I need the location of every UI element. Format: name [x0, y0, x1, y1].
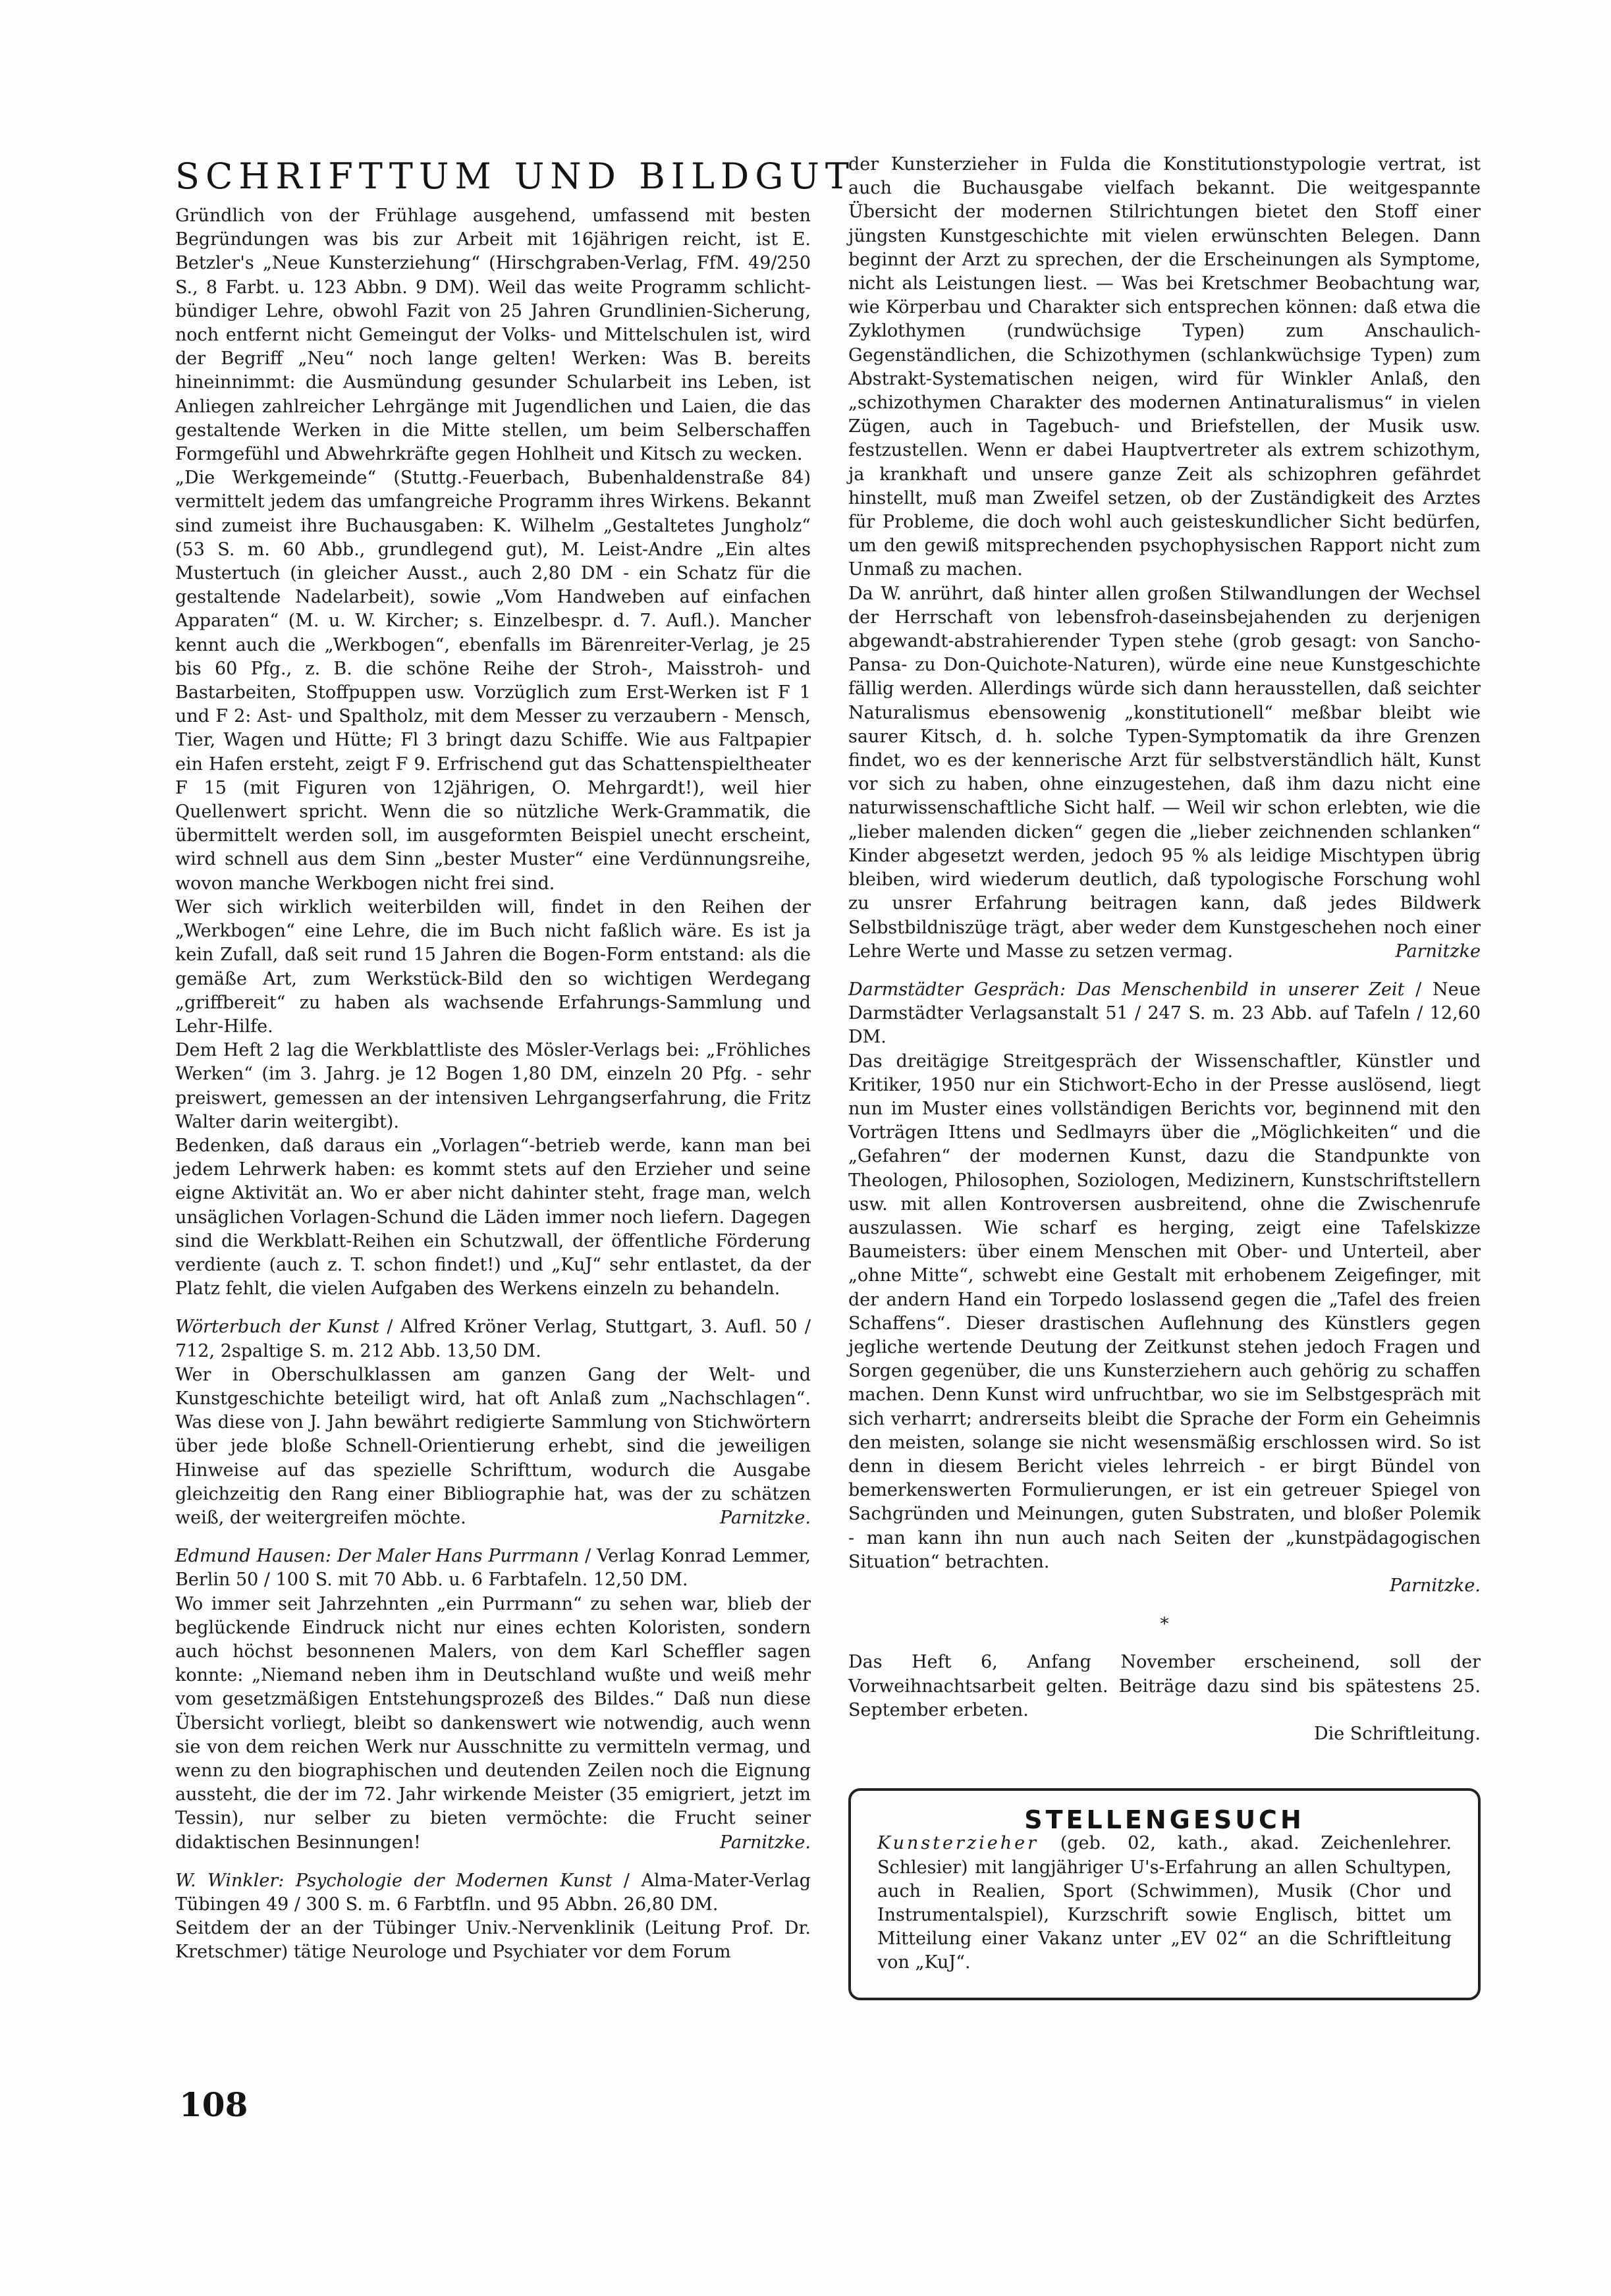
- review-header: [848, 978, 1481, 1050]
- review-publication-info: / Alfred Kröner Verlag, Stuttgart, 3. Aufl. 50 / 712, 2spaltige S. m. 212 Abb. 13,50 DM.: [175, 1317, 811, 1361]
- box-title: STELLENGESUCH: [1024, 1805, 1305, 1835]
- page-number: 108: [179, 2085, 248, 2124]
- review-title: W. Winkler: Psychologie der Modernen Kunst: [175, 1870, 613, 1891]
- review-header: [175, 1869, 811, 1917]
- review-body: Wer in Oberschulklassen am ganzen Gang der Welt- und Kunstgeschichte beteiligt wird, hat oft Anlaß zum „Nachschlagen“. Was diese von J. Jahn bewährt redigierte Sammlung von Stichwörtern über jede bloße Schnell-Orientierung erhebt, sind die jeweiligen Hinweise auf das spezielle Schrifttum, wodurch die Ausgabe gleichzeitig den Rang einer Bibliographie hat, was der zu schätzen weiß, der weitergreifen möchte. Parnitzke.: [175, 1363, 811, 1530]
- paragraph: Bedenken, daß daraus ein „Vorlagen“-betrieb werde, kann man bei jedem Lehrwerk haben: es kommt stets auf den Erzieher und seine eigne Aktivität an. Wo er aber nicht dahinter steht, frage man, welch unsäglichen Vorlagen-Schund die Läden immer noch liefern. Dagegen sind die Werkblatt-Reihen ein Schutzwall, der öffentliche Förderung verdiente (auch z. T. schon findet!) und „KuJ“ sehr entlastet, da der Platz fehlt, die vielen Aufgaben des Werkens einzeln zu behandeln.: [175, 1135, 811, 1299]
- paragraph: der Kunsterzieher in Fulda die Konstitutionstypologie vertrat, ist auch die Buchausgabe vielfach bekannt. Die weitgespannte Übersicht der modernen Stilrichtungen bietet den Stoff einer jüngsten Kunstgeschichte mit vielen erwünschten Belegen. Dann beginnt der Arzt zu sprechen, der die Erscheinungen als Symptome, nicht als Leistungen liest. — Was bei Kretschmer Beobachtung war, wie Körperbau und Charakter sich entsprechen können: daß etwa die Zyklothymen (rundwüchsige Typen) zum Anschaulich-Gegenständlichen, die Schizothymen (schlankwüchsige Typen) zum Abstrakt-Systematischen neigen, wird für Winkler Anlaß, den „schizothymen Charakter des modernen Antinaturalismus“ in vielen Zügen, auch in Tagebuch- und Briefstellen, der Musik usw. festzustellen. Wenn er dabei Hauptvertreter als extrem schizothym, ja krankhaft und unsere ganze Zeit als schizophren gefährdet hinstellt, muß man Zweifel setzen, ob der Zuständigkeit des Arztes für Probleme, die doch wohl auch geisteskundlicher Sicht bedürfen, um den gewiß mitsprechenden psychophysischen Rapport nicht zum Unmaß zu machen.: [848, 154, 1481, 580]
- left-column: [175, 155, 855, 1965]
- review-header: [175, 1544, 811, 1592]
- review-header: [175, 1315, 811, 1363]
- paragraph: Dem Heft 2 lag die Werkblattliste des Mösler-Verlags bei: „Fröhliches Werken“ (im 3. Jahrg. je 12 Bogen 1,80 DM, einzeln 20 Pfg. - sehr preiswert, gemessen an der intensiven Lehrgangserfahrung, die Fritz Walter darin weitergibt).: [175, 1040, 811, 1132]
- review-body: Seitdem der an der Tübinger Univ.-Nervenklinik (Leitung Prof. Dr. Kretschmer) tätige Neurologe und Psychiater vor dem Forum: [175, 1918, 811, 1963]
- section-heading: SCHRIFTTUM UND BILDGUT: [175, 155, 855, 197]
- review-publication-info: / Verlag Konrad Lemmer, Berlin 50 / 100 S. mit 70 Abb. u. 6 Farbtafeln. 12,50 DM.: [175, 1546, 811, 1591]
- paragraph: Wer sich wirklich weiterbilden will, findet in den Reihen der „Werkbogen“ eine Lehre, die im Buch nicht faßlich wäre. Es ist ja kein Zufall, daß seit rund 15 Jahren die Bogen-Form entstand: als die gemäße Art, zum Werkstück-Bild den so wichtigen Werdegang „griffbereit“ zu haben als wachsende Erfahrungs-Sammlung und Lehr-Hilfe.: [175, 896, 811, 1037]
- job-wanted-box: [848, 1788, 1481, 2000]
- editorial-notice: Das Heft 6, Anfang November erscheinend, soll der Vorweihnachtsarbeit gelten. Beiträge dazu sind bis spätestens 25. September erbeten.: [848, 1652, 1481, 1720]
- right-column: [848, 153, 1481, 2000]
- separator-asterisk: *: [1160, 1614, 1169, 1635]
- review-signature: Parnitzke.: [720, 1507, 811, 1528]
- editorial-signature: Die Schriftleitung.: [1314, 1724, 1481, 1744]
- review-signature: Parnitzke.: [720, 1832, 811, 1853]
- review-signature: Parnitzke.: [1390, 1575, 1481, 1596]
- review-title: Darmstädter Gespräch: Das Menschenbild in unserer Zeit: [848, 979, 1405, 1000]
- review-signature: Parnitzke: [1395, 941, 1481, 962]
- paragraph: Gründlich von der Frühlage ausgehend, umfassend mit besten Begründungen was bis zur Arbeit mit 16jährigen reicht, ist E. Betzler's „Neue Kunsterziehung“ (Hirschgraben-Verlag, FfM. 49/250 S., 8 Farbt. u. 123 Abbn. 9 DM). Weil das weite Programm schlicht-bündiger Lehre, obwohl Fazit von 25 Jahren Grundlinien-Sicherung, noch entfernt nicht Gemeingut der Volks- und Mittelschulen ist, wird der Begriff „Neu“ noch lange gelten! Werken: Was B. bereits hineinnimmt: die Ausmündung gesunder Schularbeit ins Leben, ist Anliegen zahlreicher Lehrgänge mit Jugendlichen und Laien, die das gestaltende Werken in die Mitte stellen, um beim Selberschaffen Formgefühl und Abwehrkräfte gegen Hohlheit und Kitsch zu wecken.: [175, 205, 811, 465]
- review-body: Wo immer seit Jahrzehnten „ein Purrmann“ zu sehen war, blieb der beglückende Eindruck nicht nur eines echten Koloristen, sondern auch höchst besonnenen Malers, von dem Karl Scheffler sagen konnte: „Niemand neben ihm in Deutschland wußte und weiß mehr vom gesetzmäßigen Entstehungsprozeß des Bildes.“ Daß nun diese Übersicht vorliegt, bleibt so dankenswert wie notwendig, auch wenn sie von dem reichen Werk nur Ausschnitte zu vermitteln vermag, und wenn zu den biographischen und deutenden Zeilen noch die Eignung aussteht, die der im 72. Jahr wirkende Meister (35 emigriert, jetzt im Tessin), nur selber zu bieten vermöchte: die Frucht seiner didaktischen Besinnungen! Parnitzke.: [175, 1593, 811, 1855]
- review-publication-info: / Alma-Mater-Verlag Tübingen 49 / 300 S. m. 6 Farbtfln. und 95 Abbn. 26,80 DM.: [175, 1870, 811, 1915]
- review-title: Wörterbuch der Kunst: [175, 1317, 380, 1338]
- review-body: Das dreitägige Streitgespräch der Wissenschaftler, Künstler und Kritiker, 1950 nur ein Stichwort-Echo in der Presse auslösend, liegt nun im Muster eines vollständigen Berichts vor, beginnend mit den Vorträgen Ittens und Sedlmayrs über die „Möglichkeiten“ und die „Gefahren“ der modernen Kunst, dazu die Standpunkte von Theologen, Philosophen, Soziologen, Medizinern, Kunstschriftstellern usw. mit allen Kontroversen ausbreitend, ohne die Zwischenrufe auszulassen. Wie scharf es herging, zeigt eine Tafelskizze Baumeisters: über einem Menschen mit Ober- und Unterteil, aber „ohne Mitte“, schwebt eine Gestalt mit erhobenem Zeigefinger, mit der andern Hand ein Torpedo loslassend gegen die „Tafel des freien Schaffens“. Dieser drastischen Auflehnung des Künstlers gegen jegliche wertende Deutung der Zeitkunst stehen jedoch Fragen und Sorgen gegenüber, die uns Kunsterziehern auch gehörig zu schaffen machen. Denn Kunst wird unfruchtbar, wo sie im Selbstgespräch mit sich verharrt; andrerseits bleibt die Sprache der Form ein Geheimnis den meisten, solange sie nicht wesensmäßig erschlossen wird. So ist denn in diesem Bericht vieles lehrreich - er birgt Bündel von bemerkenswerten Formulierungen, er ist ein getreuer Spiegel von Sachgründen und Meinungen, guten Substraten, und bloßer Polemik - man kann ihn nun auch nach Seiten der „kunstpädagogischen Situation“ betrachten.: [848, 1051, 1481, 1572]
- box-text: Kunsterzieher (geb. 02, kath., akad. Zeichenlehrer. Schlesier) mit langjähriger U's-Erfahrung an allen Schultypen, auch in Realien, Sport (Schwimmen), Musik (Chor und Instrumentalspiel), Kurzschrift sowie Englisch, bittet um Mitteilung einer Vakanz unter „EV 02“ an die Schriftleitung von „KuJ“.: [877, 1833, 1452, 1973]
- review-publication-info: / Neue Darmstädter Verlagsanstalt 51 / 247 S. m. 23 Abb. auf Tafeln / 12,60 DM.: [848, 979, 1481, 1048]
- paragraph: Da W. anrührt, daß hinter allen großen Stilwandlungen der Wechsel der Herrschaft von lebensfroh-daseinsbejahenden zu derjenigen abgewandt-abstrahierender Typen stehe (grob gesagt: von Sancho-Pansa- zu Don-Quichote-Naturen), würde eine neue Kunstgeschichte fällig werden. Allerdings würde sich dann herausstellen, daß seichter Naturalismus ebensowenig „konstitutionell“ meßbar bleibt wie saurer Kitsch, d. h. solche Typen-Symptomatik da ihre Grenzen findet, wo es der kennerische Arzt für selbstverständlich hält, Kunst vor sich zu haben, ohne einzugestehen, daß ihm dazu nicht eine naturwissenschaftliche Sicht half. — Weil wir schon erlebten, wie die „lieber malenden dicken“ gegen die „lieber zeichnenden schlanken“ Kinder abgesetzt werden, jedoch 95 % als leidige Mischtypen übrig bleiben, wird wiederum deutlich, daß typologische Forschung wohl zu unsrer Erfahrung beitragen kann, daß jedes Bildwerk Selbstbildniszüge trägt, aber weder dem Kunstgeschehen noch einer Lehre Werte und Masse zu setzen vermag. Parnitzke: [848, 582, 1481, 964]
- paragraph: „Die Werkgemeinde“ (Stuttg.-Feuerbach, Bubenhaldenstraße 84) vermittelt jedem das umfangreiche Programm ihres Wirkens. Bekannt sind zumeist ihre Buchausgaben: K. Wilhelm „Gestaltetes Jungholz“ (53 S. m. 60 Abb., grundlegend gut), M. Leist-Andre „Ein altes Mustertuch (in gleicher Ausst., auch 2,80 DM - ein Schatz für die gestaltende Nadelarbeit), sowie „Vom Handweben auf einfachen Apparaten“ (M. u. W. Kircher; s. Einzelbespr. d. 7. Aufl.). Mancher kennt auch die „Werkbogen“, ebenfalls im Bärenreiter-Verlag, je 25 bis 60 Pfg., z. B. die schöne Reihe der Stroh-, Maisstroh- und Bastarbeiten, Stoffpuppen usw. Vorzüglich zum Erst-Werken ist F 1 und F 2: Ast- und Spaltholz, mit dem Messer zu verzaubern - Mensch, Tier, Wagen und Hütte; Fl 3 bringt dazu Schiffe. Wie aus Faltpapier ein Hafen ersteht, zeigt F 9. Erfrischend gut das Schattenspieltheater F 15 (mit Figuren von 12jährigen, O. Mehrgardt!), weil hier Quellenwert spricht. Wenn die so nützliche Werk-Grammatik, die übermittelt werden soll, im ausgeformten Beispiel unecht erscheint, wird schnell aus dem Sinn „bester Muster“ eine Verdünnungsreihe, wovon manche Werkbogen nicht frei sind.: [175, 468, 811, 894]
- box-lead: Kunsterzieher: [877, 1833, 1039, 1854]
- review-title: Edmund Hausen: Der Maler Hans Purrmann: [175, 1546, 580, 1567]
